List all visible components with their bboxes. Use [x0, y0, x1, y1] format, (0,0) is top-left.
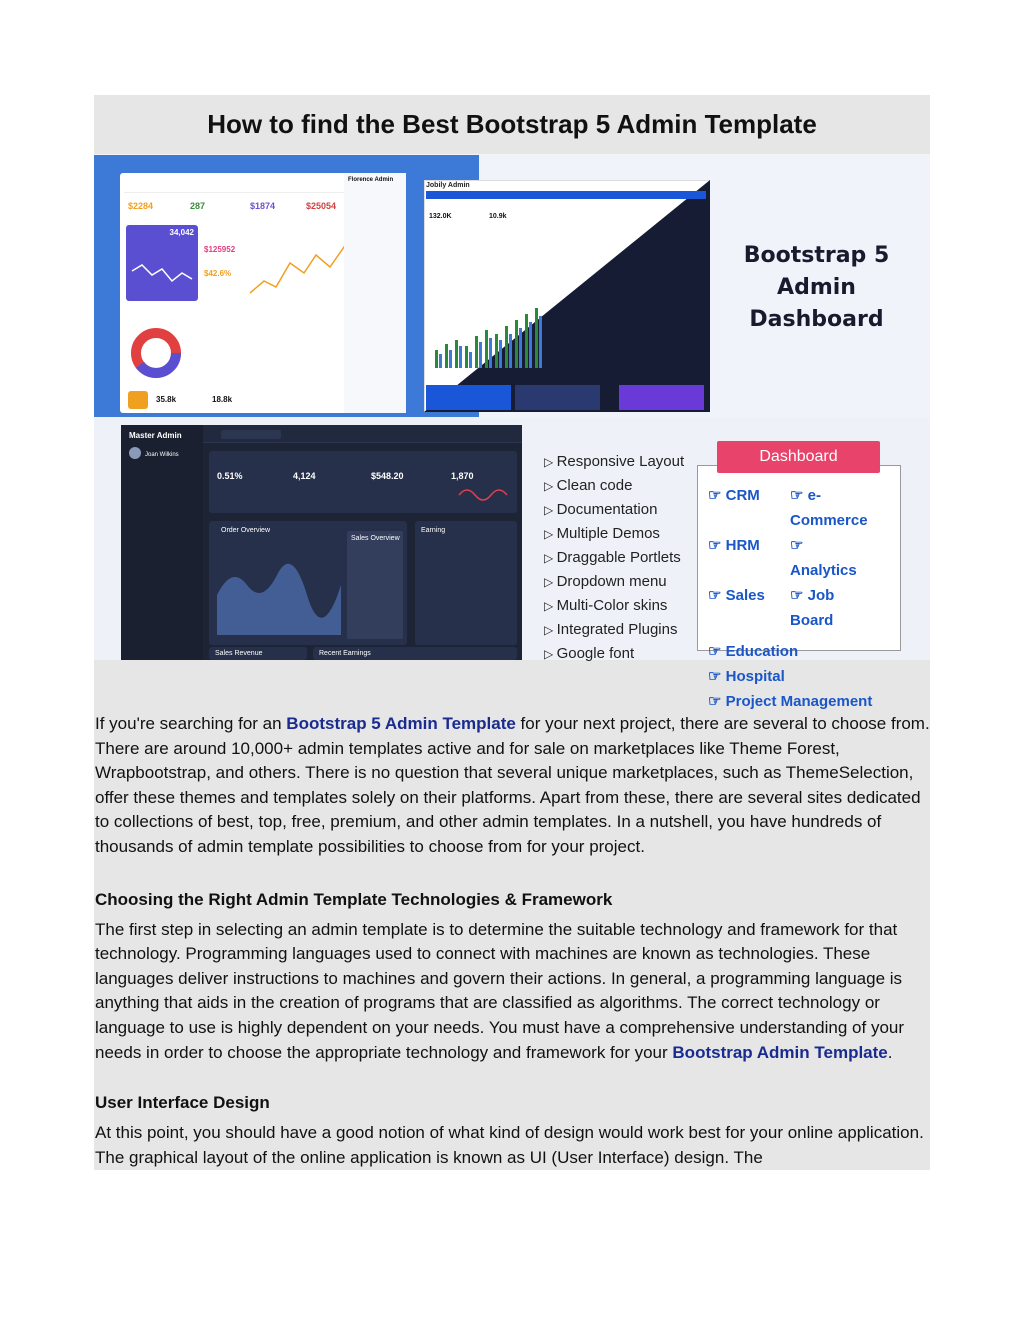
feature-item: ▷ Documentation	[544, 498, 684, 522]
feature-item: ▷ Integrated Plugins	[544, 618, 684, 642]
intro-paragraph: If you're searching for an Bootstrap 5 Admin Template for your next project, there are several to choose from. There are around 10,000+ admin templates active and for sale on marketplaces like Theme Forest, Wrapbootstrap, and others. There is no question that several unique marketplaces, such as ThemeSelection, offer these themes and templates solely on their platforms. Apart from these, there are several sites dedicated to collections of best, top, free, premium, and other admin templates. In a nutshell, you have hundreds of thousands of admin template possibilities to choose from for your project.	[95, 714, 930, 856]
ui-design-section	[94, 1083, 930, 1170]
feature-item: ▷ Multi-Color skins	[544, 594, 684, 618]
feature-item: ▷ Clean code	[544, 474, 684, 498]
stat-3: $1874	[250, 201, 276, 211]
jobily-screenshot: Jobily Admin 132.0K 10.9k 03.1k	[479, 155, 930, 417]
hero-image	[94, 155, 930, 710]
document-page	[94, 95, 930, 1170]
ui-design-heading: User Interface Design	[95, 1093, 270, 1113]
bootstrap-admin-template-link[interactable]: Bootstrap Admin Template	[672, 1042, 888, 1062]
feature-item: ▷ Dropdown menu	[544, 570, 684, 594]
master-admin-sidebar: Master Admin Joan Wilkins	[121, 425, 203, 660]
feature-item: ▷ Draggable Portlets	[544, 546, 684, 570]
bootstrap-5-template-link[interactable]: Bootstrap 5 Admin Template	[286, 714, 516, 733]
page-title: How to find the Best Bootstrap 5 Admin Template	[207, 109, 817, 139]
stat-1: $2284	[128, 201, 154, 211]
stat-4: $25054	[306, 201, 337, 211]
hero-heading: Bootstrap 5 Admin Dashboard	[743, 243, 890, 332]
intro-section	[94, 710, 930, 860]
title-band	[94, 95, 930, 155]
dashboard-label: Dashboard	[717, 441, 880, 473]
feature-item: ▷ Responsive Layout	[544, 450, 684, 474]
donut-chart	[126, 323, 186, 383]
bar-chart	[431, 300, 551, 370]
avatar	[129, 447, 141, 459]
feature-item: ▷ Multiple Demos	[544, 522, 684, 546]
florence-screenshot: $2284 287 $1874 $25054 34,042 $125952 $42.6% 35.8k 18.8k Florence Admin	[94, 155, 479, 417]
dashboard-list: ☞ CRM ☞ e-Commerce ☞ HRM ☞ Analytics ☞ Sales ☞ Job Board ☞ Education ☞ Hospital ☞ Project Management	[708, 483, 898, 714]
technologies-section	[94, 880, 930, 1066]
technologies-heading: Choosing the Right Admin Template Technologies & Framework	[95, 889, 613, 909]
hand-pointer-icon: ☞ CRM	[708, 487, 760, 504]
feature-item: ▷ Google font	[544, 642, 684, 666]
purple-card: 34,042	[126, 225, 198, 301]
stat-2: 287	[190, 201, 206, 211]
ui-design-paragraph: At this point, you should have a good notion of what kind of design would work best for your online application. The graphical layout of the online application is known as UI (User Interface) design. The	[95, 1123, 924, 1167]
master-admin-screenshot: 0.51% 4,124 $548.20 1,870 Order Overview Sales Overview Earning Sales Revenue Recent Earnings	[121, 425, 522, 660]
feature-list	[544, 450, 684, 666]
technologies-paragraph: The first step in selecting an admin template is to determine the suitable technology and framework for that technology. Programming languages used to connect with machines are known as technologies. These languages deliver instructions to machines and govern their actions. In general, a programming language is anything that aids in the creation of programs that are classified as algorithms. The correct technology or language to use is highly dependent on your needs. You must have a comprehensive understanding of your needs in order to choose the appropriate technology and framework for your Bootstrap Admin Template.	[95, 919, 905, 1062]
